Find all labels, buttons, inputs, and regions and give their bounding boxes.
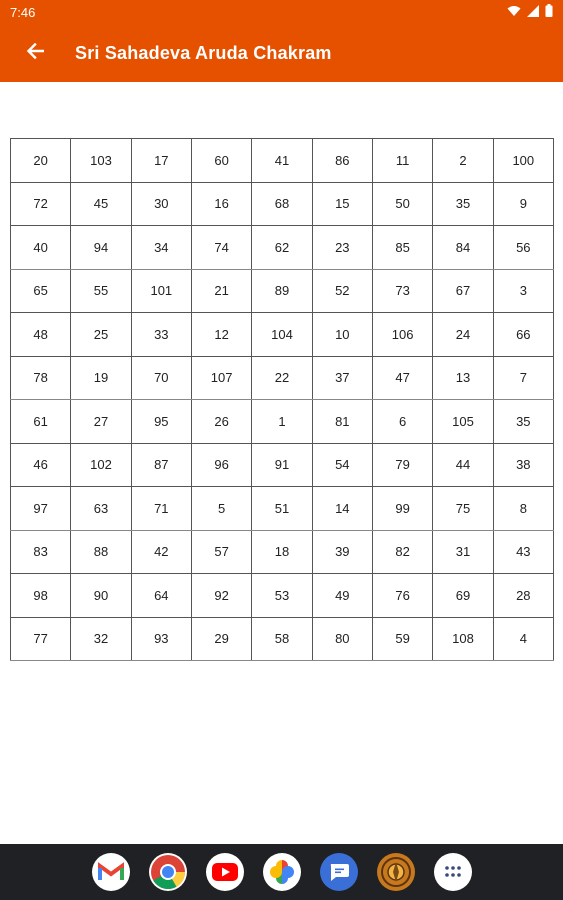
grid-cell: 63 [71, 487, 131, 531]
grid-row [11, 356, 554, 400]
grid-cell: 80 [312, 617, 372, 661]
grid-cell: 89 [252, 269, 312, 313]
grid-cell: 45 [71, 182, 131, 226]
grid-cell: 69 [433, 574, 493, 618]
grid-cell: 30 [131, 182, 191, 226]
photos-icon[interactable] [263, 853, 301, 891]
grid-cell: 8 [493, 487, 553, 531]
grid-cell: 84 [433, 226, 493, 270]
grid-cell: 14 [312, 487, 372, 531]
grid-cell: 29 [191, 617, 251, 661]
grid-cell: 104 [252, 313, 312, 357]
grid-cell: 35 [433, 182, 493, 226]
grid-cell: 105 [433, 400, 493, 444]
grid-cell: 62 [252, 226, 312, 270]
grid-cell: 10 [312, 313, 372, 357]
grid-cell: 93 [131, 617, 191, 661]
grid-cell: 70 [131, 356, 191, 400]
grid-cell: 12 [191, 313, 251, 357]
grid-cell: 19 [71, 356, 131, 400]
grid-cell: 20 [11, 139, 71, 183]
grid-cell: 31 [433, 530, 493, 574]
grid-cell: 64 [131, 574, 191, 618]
grid-row [11, 530, 554, 574]
grid-cell: 21 [191, 269, 251, 313]
grid-cell: 65 [11, 269, 71, 313]
grid-cell: 88 [71, 530, 131, 574]
page-title: Sri Sahadeva Aruda Chakram [75, 43, 332, 63]
grid-row [11, 574, 554, 618]
grid-cell: 7 [493, 356, 553, 400]
grid-cell: 102 [71, 443, 131, 487]
grid-cell: 101 [131, 269, 191, 313]
grid-cell: 61 [11, 400, 71, 444]
grid-row [11, 269, 554, 313]
chrome-icon[interactable] [149, 853, 187, 891]
grid-row [11, 313, 554, 357]
grid-cell: 13 [433, 356, 493, 400]
status-icons [507, 4, 553, 22]
grid-cell: 76 [372, 574, 432, 618]
grid-row [11, 400, 554, 444]
grid-row [11, 226, 554, 270]
chakram-grid [10, 138, 554, 661]
grid-cell: 50 [372, 182, 432, 226]
grid-cell: 23 [312, 226, 372, 270]
grid-cell: 57 [191, 530, 251, 574]
grid-row [11, 139, 554, 183]
grid-cell: 106 [372, 313, 432, 357]
grid-cell: 98 [11, 574, 71, 618]
grid-cell: 39 [312, 530, 372, 574]
grid-cell: 15 [312, 182, 372, 226]
grid-cell: 68 [252, 182, 312, 226]
grid-cell: 11 [372, 139, 432, 183]
grid-cell: 9 [493, 182, 553, 226]
arrow-back-icon [26, 42, 44, 65]
messages-icon[interactable] [320, 853, 358, 891]
status-time: 7:46 [10, 5, 36, 20]
grid-cell: 85 [372, 226, 432, 270]
grid-cell: 73 [372, 269, 432, 313]
grid-cell: 22 [252, 356, 312, 400]
app-bar [0, 24, 563, 82]
grid-cell: 55 [71, 269, 131, 313]
grid-cell: 51 [252, 487, 312, 531]
app-drawer-icon[interactable] [434, 853, 472, 891]
grid-cell: 86 [312, 139, 372, 183]
navigation-bar [0, 844, 563, 900]
grid-row [11, 487, 554, 531]
grid-cell: 5 [191, 487, 251, 531]
grid-cell: 37 [312, 356, 372, 400]
grid-cell: 82 [372, 530, 432, 574]
grid-cell: 40 [11, 226, 71, 270]
grid-cell: 17 [131, 139, 191, 183]
grid-cell: 49 [312, 574, 372, 618]
grid-cell: 56 [493, 226, 553, 270]
grid-cell: 1 [252, 400, 312, 444]
gmail-icon[interactable] [92, 853, 130, 891]
grid-cell: 26 [191, 400, 251, 444]
grid-cell: 58 [252, 617, 312, 661]
grid-cell: 91 [252, 443, 312, 487]
battery-icon [545, 4, 553, 22]
grid-cell: 66 [493, 313, 553, 357]
grid-row [11, 443, 554, 487]
grid-cell: 52 [312, 269, 372, 313]
grid-cell: 72 [11, 182, 71, 226]
grid-cell: 4 [493, 617, 553, 661]
aruda-app-icon[interactable] [377, 853, 415, 891]
grid-cell: 90 [71, 574, 131, 618]
chakram-table [10, 138, 554, 661]
grid-cell: 18 [252, 530, 312, 574]
grid-cell: 43 [493, 530, 553, 574]
grid-cell: 108 [433, 617, 493, 661]
grid-cell: 87 [131, 443, 191, 487]
grid-cell: 100 [493, 139, 553, 183]
grid-cell: 27 [71, 400, 131, 444]
signal-icon [527, 4, 539, 22]
back-button[interactable] [20, 39, 50, 67]
grid-cell: 103 [71, 139, 131, 183]
wifi-icon [507, 4, 521, 22]
grid-cell: 92 [191, 574, 251, 618]
grid-cell: 59 [372, 617, 432, 661]
grid-cell: 60 [191, 139, 251, 183]
app-dock [0, 844, 563, 900]
grid-cell: 42 [131, 530, 191, 574]
grid-cell: 81 [312, 400, 372, 444]
grid-cell: 54 [312, 443, 372, 487]
grid-cell: 33 [131, 313, 191, 357]
grid-cell: 6 [372, 400, 432, 444]
grid-cell: 78 [11, 356, 71, 400]
grid-cell: 44 [433, 443, 493, 487]
grid-cell: 34 [131, 226, 191, 270]
grid-cell: 83 [11, 530, 71, 574]
grid-cell: 67 [433, 269, 493, 313]
grid-cell: 79 [372, 443, 432, 487]
grid-cell: 94 [71, 226, 131, 270]
grid-cell: 16 [191, 182, 251, 226]
grid-cell: 41 [252, 139, 312, 183]
grid-cell: 47 [372, 356, 432, 400]
grid-cell: 3 [493, 269, 553, 313]
grid-cell: 71 [131, 487, 191, 531]
status-bar [0, 0, 563, 24]
grid-cell: 2 [433, 139, 493, 183]
grid-cell: 35 [493, 400, 553, 444]
youtube-icon[interactable] [206, 853, 244, 891]
grid-cell: 77 [11, 617, 71, 661]
grid-cell: 46 [11, 443, 71, 487]
grid-cell: 38 [493, 443, 553, 487]
grid-cell: 25 [71, 313, 131, 357]
grid-cell: 97 [11, 487, 71, 531]
grid-cell: 95 [131, 400, 191, 444]
grid-cell: 53 [252, 574, 312, 618]
grid-cell: 75 [433, 487, 493, 531]
grid-cell: 107 [191, 356, 251, 400]
grid-cell: 99 [372, 487, 432, 531]
grid-cell: 32 [71, 617, 131, 661]
grid-cell: 74 [191, 226, 251, 270]
grid-cell: 96 [191, 443, 251, 487]
grid-cell: 28 [493, 574, 553, 618]
grid-row [11, 182, 554, 226]
grid-cell: 24 [433, 313, 493, 357]
grid-cell: 48 [11, 313, 71, 357]
grid-row [11, 617, 554, 661]
